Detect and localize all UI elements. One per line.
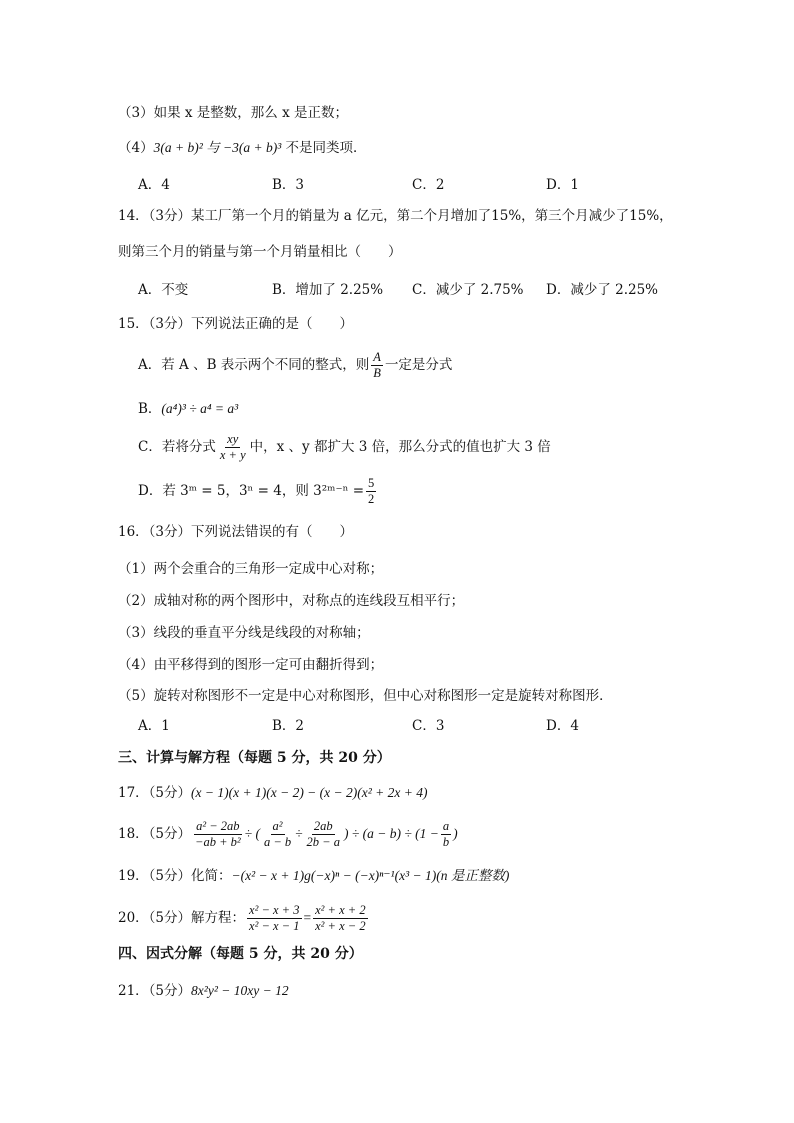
q15-c-denominator: x + y xyxy=(219,448,246,462)
q19 xyxy=(118,866,509,886)
q15-a-suffix: 一定是分式 xyxy=(384,357,453,373)
q18-fraction-4 xyxy=(441,819,451,850)
q13-s4-math: 3(a + b)² 与 −3(a + b)³ xyxy=(153,140,282,155)
section-4-heading: 四、因式分解（每题 5 分，共 20 分） xyxy=(118,946,363,962)
section-3-heading: 三、计算与解方程（每题 5 分，共 20 分） xyxy=(118,750,391,766)
q19-math: −(x² − x + 1)g(−x)ⁿ − (−x)ⁿ⁻¹(x³ − 1)( xyxy=(231,868,441,883)
q18-prefix: 18．（5分） xyxy=(118,826,192,842)
q15-c-prefix: C．若将分式 xyxy=(138,439,216,455)
q15-c-fraction xyxy=(218,432,248,463)
q13-s4-prefix: （4） xyxy=(118,140,154,156)
q15-c-suffix: 中，x 、y 都扩大 3 倍，那么分式的值也扩大 3 倍 xyxy=(249,439,551,455)
q14-option-a: A．不变 xyxy=(138,282,189,298)
q18-f3-numerator: 2ab xyxy=(313,819,333,833)
q18 xyxy=(118,814,458,854)
q17-math: (x − 1)(x + 1)(x − 2) − (x − 2)(x² + 2x + 4) xyxy=(191,785,428,800)
q16-option-c: C．3 xyxy=(412,718,445,734)
q16-option-a: A．1 xyxy=(138,718,170,734)
q15-option-d xyxy=(138,472,378,510)
q16-option-d: D．4 xyxy=(546,718,579,734)
q20-equals: = xyxy=(303,910,312,925)
q15-d-fraction xyxy=(366,476,376,507)
q14-stem-line2: 则第三个月的销量与第一个月销量相比（ ） xyxy=(118,244,402,260)
q18-operator-1: ÷ ( xyxy=(244,826,260,841)
q18-operator-2: ÷ xyxy=(295,826,303,841)
q18-f3-denominator: 2b − a xyxy=(306,835,340,849)
q15-d-numerator: 5 xyxy=(368,476,375,490)
q15-option-c xyxy=(138,428,551,466)
q14-option-b: B．增加了 2.25% xyxy=(272,282,384,298)
q18-f4-numerator: a xyxy=(442,819,450,833)
q15-a-denominator: B xyxy=(373,366,381,380)
q18-f1-numerator: a² − 2ab xyxy=(196,819,240,833)
q18-operator-3: ) ÷ (a − b) ÷ (1 − xyxy=(343,826,439,841)
q16-item-1: （1）两个会重合的三角形一定成中心对称； xyxy=(118,561,384,577)
q15-d-prefix: D．若 3ᵐ = 5，3ⁿ = 4，则 3²ᵐ⁻ⁿ = xyxy=(138,483,365,499)
q13-statement-3: （3）如果 x 是整数，那么 x 是正数； xyxy=(118,105,348,121)
q18-f1-denominator: −ab + b² xyxy=(195,835,241,849)
q20 xyxy=(118,898,370,938)
q15-a-prefix: A．若 A 、B 表示两个不同的整式，则 xyxy=(138,357,370,373)
q16-option-b: B．2 xyxy=(272,718,305,734)
q13-option-a: A．4 xyxy=(138,177,170,193)
q21-math: 8x²y² − 10xy − 12 xyxy=(191,983,289,998)
q13-option-b: B．3 xyxy=(272,177,305,193)
q15-b-prefix: B． xyxy=(138,401,162,417)
q21 xyxy=(118,981,289,1001)
q15-b-math: (a⁴)³ ÷ a⁴ = a³ xyxy=(161,401,239,416)
q13-statement-4 xyxy=(118,138,367,158)
q15-stem: 15．（3分）下列说法正确的是（ ） xyxy=(118,316,354,332)
q13-option-c: C．2 xyxy=(412,177,445,193)
q20-left-fraction xyxy=(247,903,301,934)
q19-prefix: 19．（5分）化简： xyxy=(118,868,232,884)
q17-prefix: 17．（5分） xyxy=(118,785,192,801)
q18-fraction-3 xyxy=(305,819,342,850)
q14-option-c: C．减少了 2.75% xyxy=(412,282,524,298)
q15-a-fraction xyxy=(371,350,383,381)
q16-stem: 16．（3分）下列说法错误的有（ ） xyxy=(118,524,354,540)
q20-right-denominator: x² + x − 2 xyxy=(315,919,366,933)
q13-s4-suffix: 不是同类项． xyxy=(281,140,367,156)
q13-option-d: D．1 xyxy=(546,177,579,193)
q18-f2-numerator: a² xyxy=(272,819,283,833)
q16-item-3: （3）线段的垂直平分线是线段的对称轴； xyxy=(118,625,370,641)
q20-left-numerator: x² − x + 3 xyxy=(249,903,300,917)
q16-item-2: （2）成轴对称的两个图形中，对称点的连线段互相平行； xyxy=(118,593,465,609)
q15-option-b xyxy=(138,399,238,419)
q19-suffix: n 是正整数) xyxy=(440,868,510,883)
q20-prefix: 20．（5分）解方程： xyxy=(118,910,246,926)
q15-option-a xyxy=(138,346,452,384)
q15-c-numerator: xy xyxy=(227,432,239,446)
q15-d-denominator: 2 xyxy=(368,492,375,506)
q15-a-numerator: A xyxy=(373,350,381,364)
q18-operator-4: ) xyxy=(453,826,458,841)
q17 xyxy=(118,783,428,803)
q14-option-d: D．减少了 2.25% xyxy=(546,282,659,298)
q18-f2-denominator: a − b xyxy=(263,835,292,849)
q20-right-fraction xyxy=(313,903,367,934)
q14-stem-line1: 14．（3分）某工厂第一个月的销量为 a 亿元，第二个月增加了15%，第三个月减少了15%， xyxy=(118,208,673,224)
q21-prefix: 21．（5分） xyxy=(118,983,192,999)
q16-item-5: （5）旋转对称图形不一定是中心对称图形，但中心对称图形一定是旋转对称图形． xyxy=(118,688,613,704)
q20-left-denominator: x² − x − 1 xyxy=(249,919,300,933)
q16-item-4: （4）由平移得到的图形一定可由翻折得到； xyxy=(118,657,384,673)
q18-fraction-2 xyxy=(262,819,293,850)
q20-right-numerator: x² + x + 2 xyxy=(315,903,366,917)
q18-f4-denominator: b xyxy=(442,835,450,849)
q18-fraction-1 xyxy=(193,819,243,850)
